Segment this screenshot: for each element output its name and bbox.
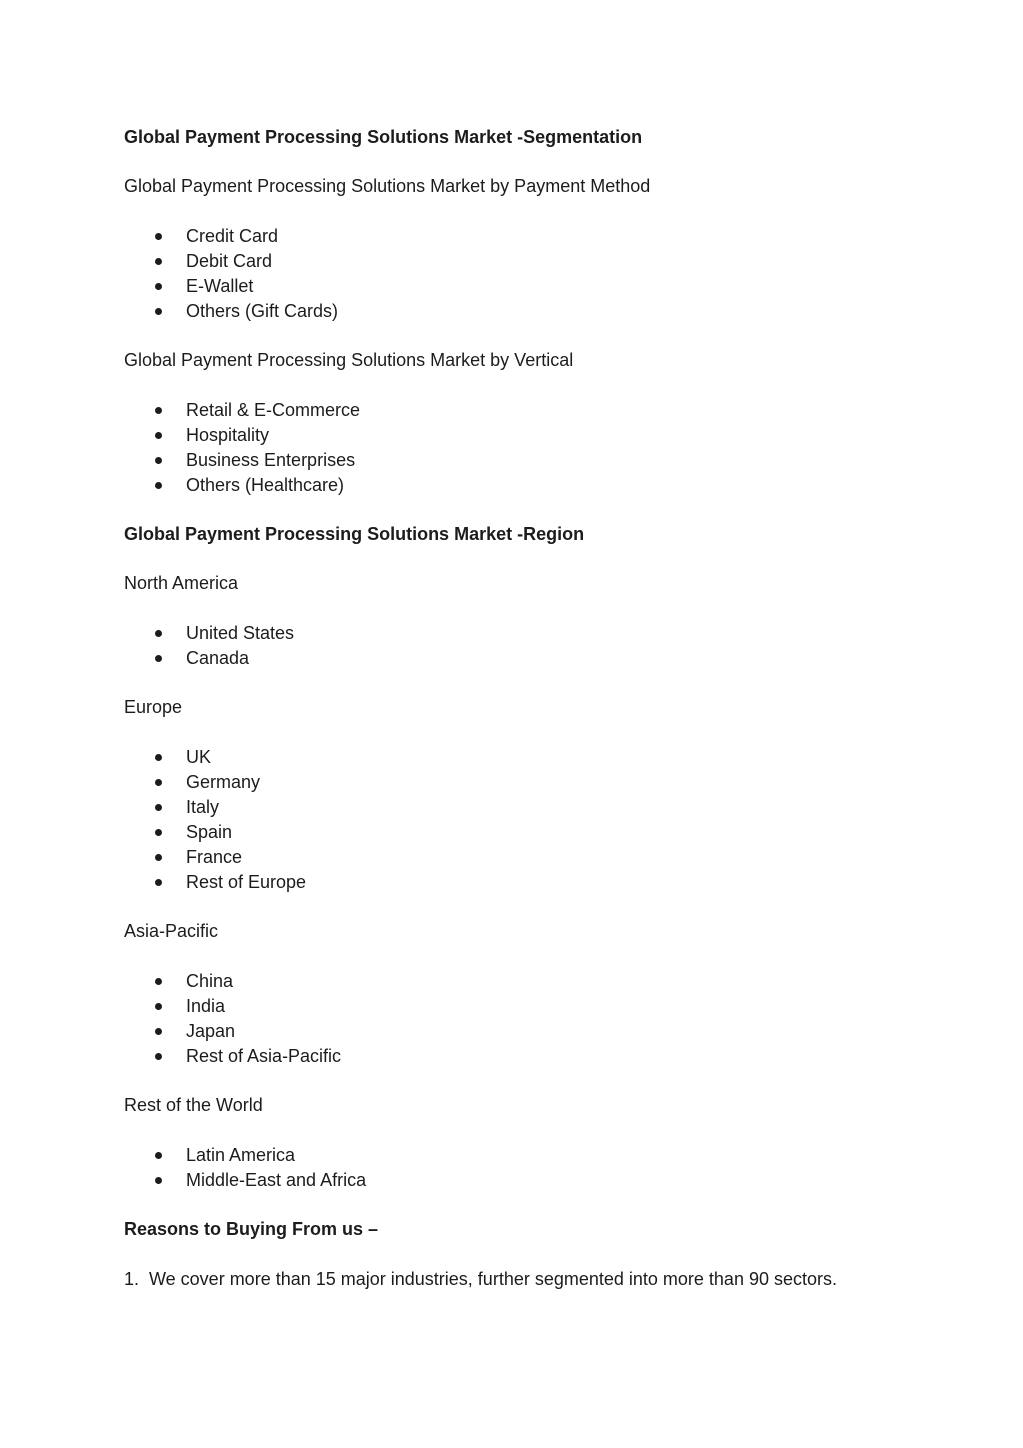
list-item: Germany — [186, 772, 261, 792]
bullet-icon — [155, 1028, 162, 1035]
europe-title: Europe — [124, 697, 183, 717]
list-item: France — [186, 847, 243, 867]
list-item: Latin America — [186, 1145, 296, 1165]
heading-segmentation: Global Payment Processing Solutions Market -Segmentation — [124, 127, 643, 147]
north-america-title: North America — [124, 573, 239, 593]
reason-number: 1. — [124, 1269, 140, 1289]
list-item: Canada — [186, 648, 250, 668]
list-item: India — [186, 996, 226, 1016]
list-item: Spain — [186, 822, 233, 842]
bullet-icon — [155, 1152, 162, 1159]
asia-pacific-title: Asia-Pacific — [124, 921, 219, 941]
bullet-icon — [155, 804, 162, 811]
list-item: Japan — [186, 1021, 236, 1041]
list-item: Italy — [186, 797, 220, 817]
bullet-icon — [155, 779, 162, 786]
bullet-icon — [155, 457, 162, 464]
bullet-icon — [155, 258, 162, 265]
heading-region: Global Payment Processing Solutions Market -Region — [124, 524, 585, 544]
bullet-icon — [155, 1053, 162, 1060]
list-item: Retail & E-Commerce — [186, 400, 361, 420]
list-item: China — [186, 971, 234, 991]
vertical-title: Global Payment Processing Solutions Market by Vertical — [124, 350, 574, 370]
payment-method-title: Global Payment Processing Solutions Market by Payment Method — [124, 176, 651, 196]
bullet-icon — [155, 1003, 162, 1010]
list-item: United States — [186, 623, 295, 643]
bullet-icon — [155, 432, 162, 439]
rest-of-world-title: Rest of the World — [124, 1095, 263, 1115]
list-item: Middle-East and Africa — [186, 1170, 367, 1190]
list-item: UK — [186, 747, 212, 767]
bullet-icon — [155, 407, 162, 414]
list-item: Rest of Europe — [186, 872, 307, 892]
bullet-icon — [155, 308, 162, 315]
list-item: Credit Card — [186, 226, 279, 246]
bullet-icon — [155, 1177, 162, 1184]
bullet-icon — [155, 754, 162, 761]
reason-text: We cover more than 15 major industries, further segmented into more than 90 sectors. — [149, 1269, 837, 1289]
bullet-icon — [155, 655, 162, 662]
bullet-icon — [155, 854, 162, 861]
bullet-icon — [155, 283, 162, 290]
bullet-icon — [155, 233, 162, 240]
bullet-icon — [155, 978, 162, 985]
bullet-icon — [155, 630, 162, 637]
reason-item — [124, 1268, 837, 1290]
list-item: Business Enterprises — [186, 450, 356, 470]
list-item: E-Wallet — [186, 276, 254, 296]
bullet-icon — [155, 829, 162, 836]
list-item: Hospitality — [186, 425, 270, 445]
list-item: Debit Card — [186, 251, 273, 271]
bullet-icon — [155, 879, 162, 886]
heading-reasons: Reasons to Buying From us – — [124, 1219, 379, 1239]
list-item: Rest of Asia-Pacific — [186, 1046, 342, 1066]
list-item: Others (Healthcare) — [186, 475, 345, 495]
bullet-icon — [155, 482, 162, 489]
list-item: Others (Gift Cards) — [186, 301, 339, 321]
